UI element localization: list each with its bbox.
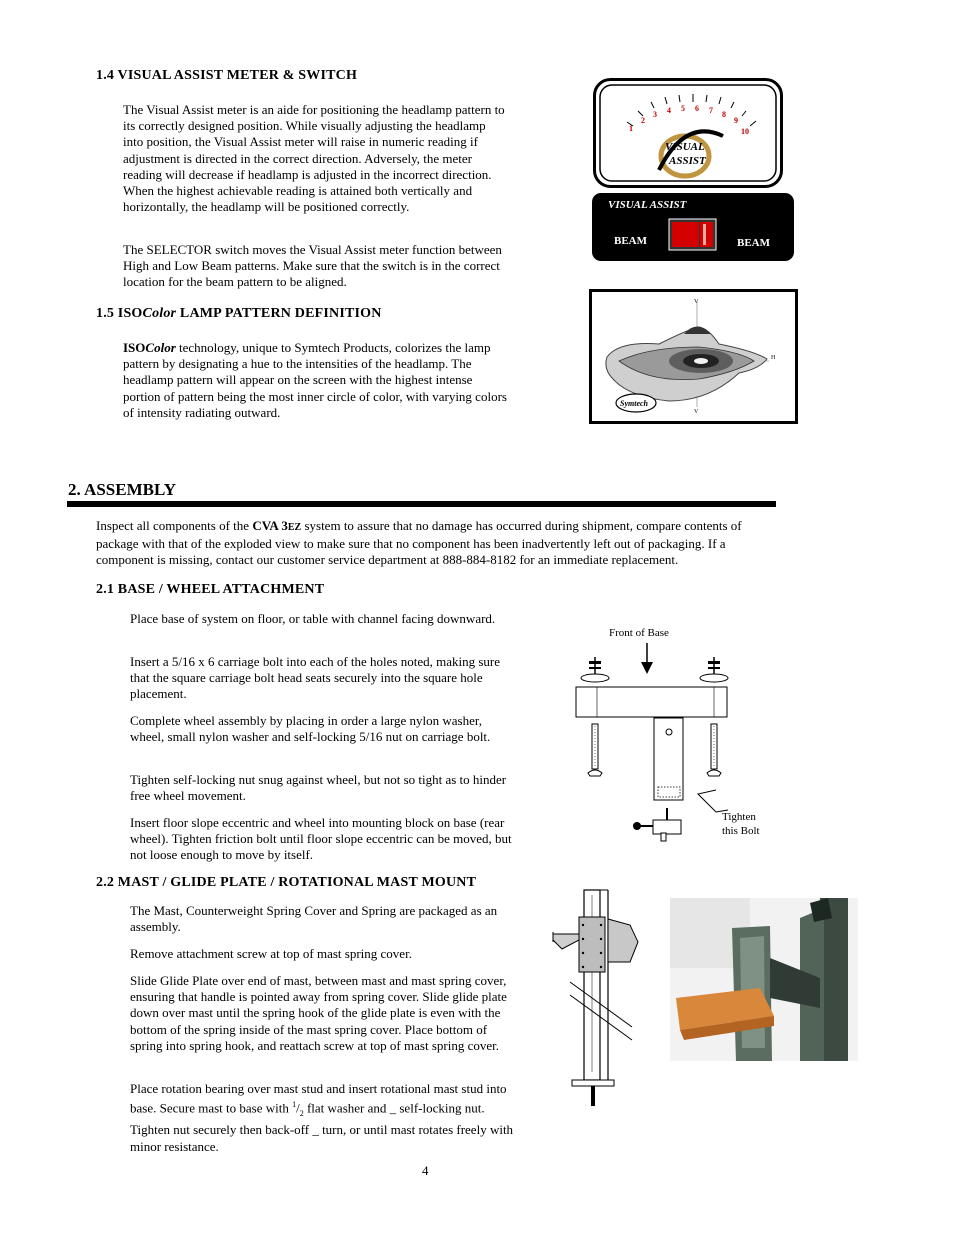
section-1-5-paragraph: ISOColor technology, unique to Symtech Products, colorizes the lamp pattern by designating a hue to the intensities of the headlamp. The headlamp pattern will appear on the screen with the highest intense portion of pattern being the most inner circle of color, with varying colors of intensity radiating outward. [123, 340, 507, 420]
meter-scale-5: 5 [681, 104, 685, 113]
section-2-1-paragraph-4: Tighten self-locking nut snug against wheel, but not so tight as to hinder free wheel movement. [130, 772, 507, 804]
section-2-rule [67, 501, 776, 507]
pattern-h-label: H [771, 355, 776, 361]
meter-scale-7: 7 [709, 106, 713, 115]
section-2-1-paragraph-2: Insert a 5/16 x 6 carriage bolt into each of the holes noted, making sure that the square carriage bolt head seats securely into the square hole placement. [130, 654, 501, 702]
pattern-v-bottom-label: V [694, 409, 699, 415]
selector-switch-toggle[interactable] [672, 222, 713, 247]
isocolor-pattern-figure [589, 289, 798, 424]
meter-scale-6: 6 [695, 104, 699, 113]
pattern-v-top-label: V [694, 299, 699, 305]
section-2-1-heading: 2.1 BASE / WHEEL ATTACHMENT [96, 582, 325, 597]
section-2-1-paragraph-5: Insert floor slope eccentric and wheel into mounting block on base (rear wheel). Tighten friction bolt until floor slope eccentric can be moved, but not loose enough to move by itself. [130, 815, 512, 863]
meter-logo-visual: VISUAL [665, 141, 705, 153]
glide-plate-handle-icon [553, 932, 579, 949]
section-2-intro: Inspect all components of the CVA 3EZ system to assure that no damage has occurred during shipment, compare contents of package with that of the exploded view to make sure that no component has been inadvertently left out of packaging. If a component is missing, contact our customer service department at 888-884-8182 for an immediate replacement. [96, 518, 742, 568]
meter-scale-4: 4 [667, 106, 671, 115]
meter-scale-9: 9 [734, 116, 738, 125]
tighten-bolt-label: Tighten this Bolt [722, 811, 760, 837]
meter-logo-assist: ASSIST [669, 155, 706, 167]
section-1-5-heading: 1.5 ISOColor LAMP PATTERN DEFINITION [96, 306, 382, 321]
symtech-logo: Symtech [620, 399, 648, 408]
meter-scale-1: 1 [629, 124, 633, 133]
mast-photo [670, 898, 858, 1061]
base-wheel-diagram [570, 640, 735, 850]
section-2-2-paragraph-2: Remove attachment screw at top of mast spring cover. [130, 946, 412, 961]
page-number: 4 [422, 1163, 429, 1178]
section-2-2-heading: 2.2 MAST / GLIDE PLATE / ROTATIONAL MAST MOUNT [96, 875, 477, 890]
switch-panel-title: VISUAL ASSIST [608, 199, 687, 211]
front-arrow-icon [641, 643, 653, 674]
section-2-2-paragraph-1: The Mast, Counterweight Spring Cover and Spring are packaged as an assembly. [130, 903, 498, 935]
front-of-base-label: Front of Base [609, 627, 669, 639]
meter-scale-2: 2 [641, 116, 645, 125]
section-2-2-paragraph-4: Place rotation bearing over mast stud and insert rotational mast stud into base. Secure mast to base with $^1/_2$ flat washer and _ self-locking nut. Tighten nut securely then back-off _ turn, or until mast rotates freely with minor resistance. [130, 1081, 514, 1154]
selector-switch-panel [592, 193, 794, 261]
mounting-block [654, 718, 683, 800]
section-2-1-paragraph-1: Place base of system on floor, or table with channel facing downward. [130, 611, 496, 626]
visual-assist-meter-figure [593, 78, 783, 188]
section-1-4-paragraph-1: The Visual Assist meter is an aide for positioning the headlamp pattern to its correctly designed position. While visually adjusting the headlamp into position, the Visual Assist meter will raise in numeric reading if adjustment is directed in the correct direction. Adversely, the meter reading will decrease if headlamp is adjusted in the incorrect direction. When the highest achievable reading is attained both vertically and horizontally, the headlamp will be positioned correctly. [123, 102, 505, 215]
section-2-heading: 2. ASSEMBLY [68, 480, 177, 499]
eccentric-bolt-icon [633, 808, 681, 841]
switch-right-beam-label: BEAM [737, 237, 770, 249]
mast-diagram [550, 887, 645, 1109]
meter-scale-3: 3 [653, 110, 657, 119]
meter-scale-8: 8 [722, 110, 726, 119]
section-2-1-paragraph-3: Complete wheel assembly by placing in order a large nylon washer, wheel, small nylon washer and self-locking 5/16 nut on carriage bolt. [130, 713, 491, 745]
section-1-4-paragraph-2: The SELECTOR switch moves the Visual Assist meter function between High and Low Beam patterns. Make sure that the switch is in the correct location for the beam pattern to be aligned. [123, 242, 502, 290]
meter-scale-10: 10 [741, 127, 749, 136]
section-2-2-paragraph-3: Slide Glide Plate over end of mast, between mast and mast spring cover, ensuring that handle is pointed away from spring cover. Slide glide plate down over mast until the spring hook of the glide plate is even with the bottom of the spring inside of the mast spring cover. Place bottom of spring into spring hook, and reattach screw at top of mast spring cover. [130, 973, 507, 1053]
switch-left-beam-label: BEAM [614, 235, 647, 247]
section-1-4-heading: 1.4 VISUAL ASSIST METER & SWITCH [96, 68, 358, 83]
